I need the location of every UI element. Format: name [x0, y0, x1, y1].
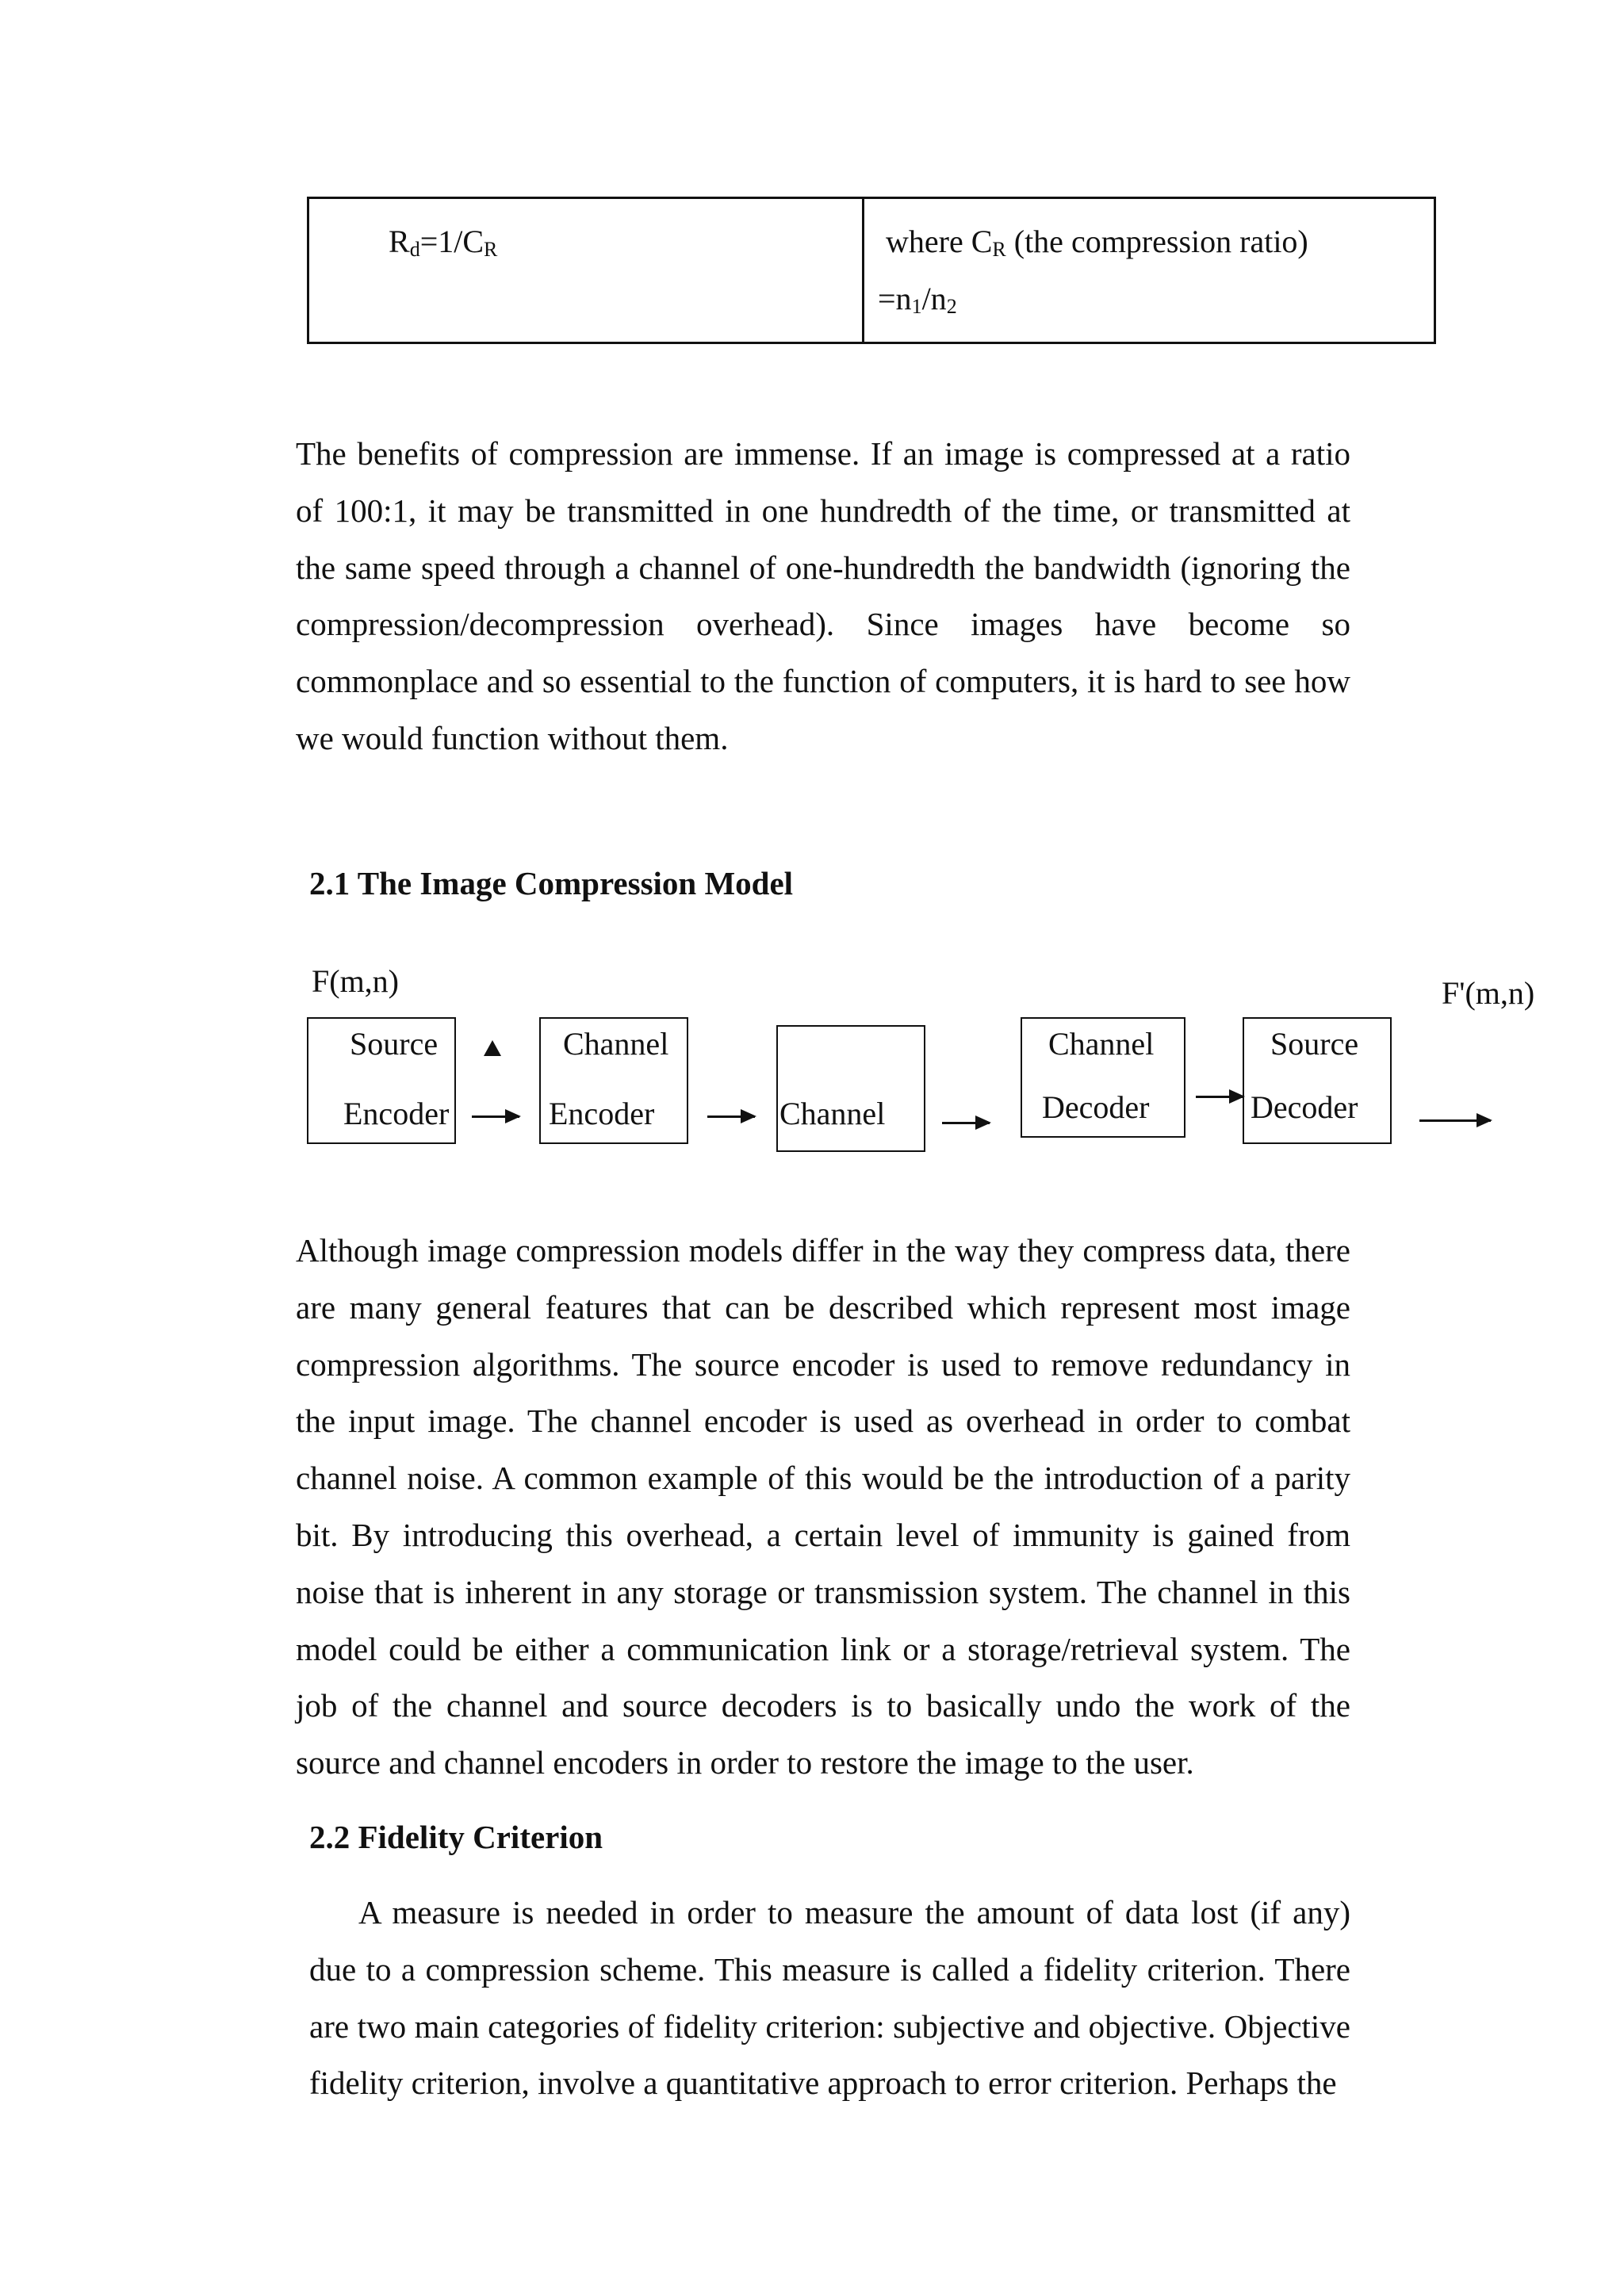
arrow-right-icon: [1196, 1096, 1243, 1098]
output-signal-label: F'(m,n): [1442, 975, 1535, 1011]
arrow-right-icon: [472, 1115, 519, 1118]
up-arrow-icon: [484, 1040, 501, 1056]
section-heading-2-1: 2.1 The Image Compression Model: [309, 865, 794, 901]
arrow-right-icon: [1419, 1119, 1491, 1122]
compression-ratio-formula: $=n_1/n_2$: [878, 281, 957, 318]
channel-encoder-box: [539, 1017, 688, 1144]
source-encoder-box: [307, 1017, 456, 1144]
channel-label: Channel: [779, 1096, 886, 1131]
arrow-right-icon: [707, 1115, 755, 1118]
fidelity-paragraph: A measure is needed in order to measure the amount of data lost (if any) due to a compression scheme. This measure is called a fidelity criterion. There are two main categories of fidelity criterion: subjective and objective. Objective fidelity criterion, involve a quantitative approach to error criterion. Perhaps the: [309, 1894, 1350, 2102]
compression-ratio-definition: where $C_R$ (the compression ratio): [886, 224, 1308, 261]
formula-table: [307, 197, 1436, 344]
source-encoder-label-1: Source: [350, 1026, 439, 1062]
model-description-paragraph: Although image compression models differ in the way they compress data, there are many general features that can be described which represent most image compression algorithms. The source encoder is used to remove redundancy in the input image. The channel encoder is used as overhead in order to combat channel noise. A common example of this would be the introduction of a parity bit. By introducing this overhead, a certain level of immunity is gained from noise that is inherent in any storage or transmission system. The channel in this model could be either a communication link or a storage/retrieval system. The job of the channel and source decoders is to basically undo the work of the source and channel encoders in order to restore the image to the user.: [296, 1232, 1350, 1781]
section-heading-2-2: 2.2 Fidelity Criterion: [309, 1819, 603, 1855]
source-encoder-label-2: Encoder: [343, 1096, 450, 1131]
source-decoder-box: [1243, 1017, 1392, 1144]
channel-encoder-label-1: Channel: [563, 1026, 669, 1062]
benefits-paragraph: The benefits of compression are immense. If an image is compressed at a ratio of 100:1, it may be transmitted in one hundredth of the time, or transmitted at the same speed through a channel of one-hundredth the bandwidth (ignoring the compression/decompression overhead). Since images have become so commonplace and so essential to the function of computers, it is hard to see how we would function without them.: [296, 435, 1350, 756]
channel-decoder-box: [1021, 1017, 1185, 1138]
source-decoder-label-2: Decoder: [1251, 1089, 1358, 1125]
channel-decoder-label-1: Channel: [1048, 1026, 1155, 1062]
channel-encoder-label-2: Encoder: [549, 1096, 655, 1131]
source-decoder-label-1: Source: [1270, 1026, 1359, 1062]
table-divider: [862, 199, 864, 342]
input-signal-label: F(m,n): [312, 963, 399, 999]
channel-decoder-label-2: Decoder: [1042, 1089, 1150, 1125]
arrow-right-icon: [942, 1122, 990, 1124]
channel-box: [776, 1025, 925, 1152]
redundancy-formula: $R_d=1/C_R$: [389, 224, 498, 261]
